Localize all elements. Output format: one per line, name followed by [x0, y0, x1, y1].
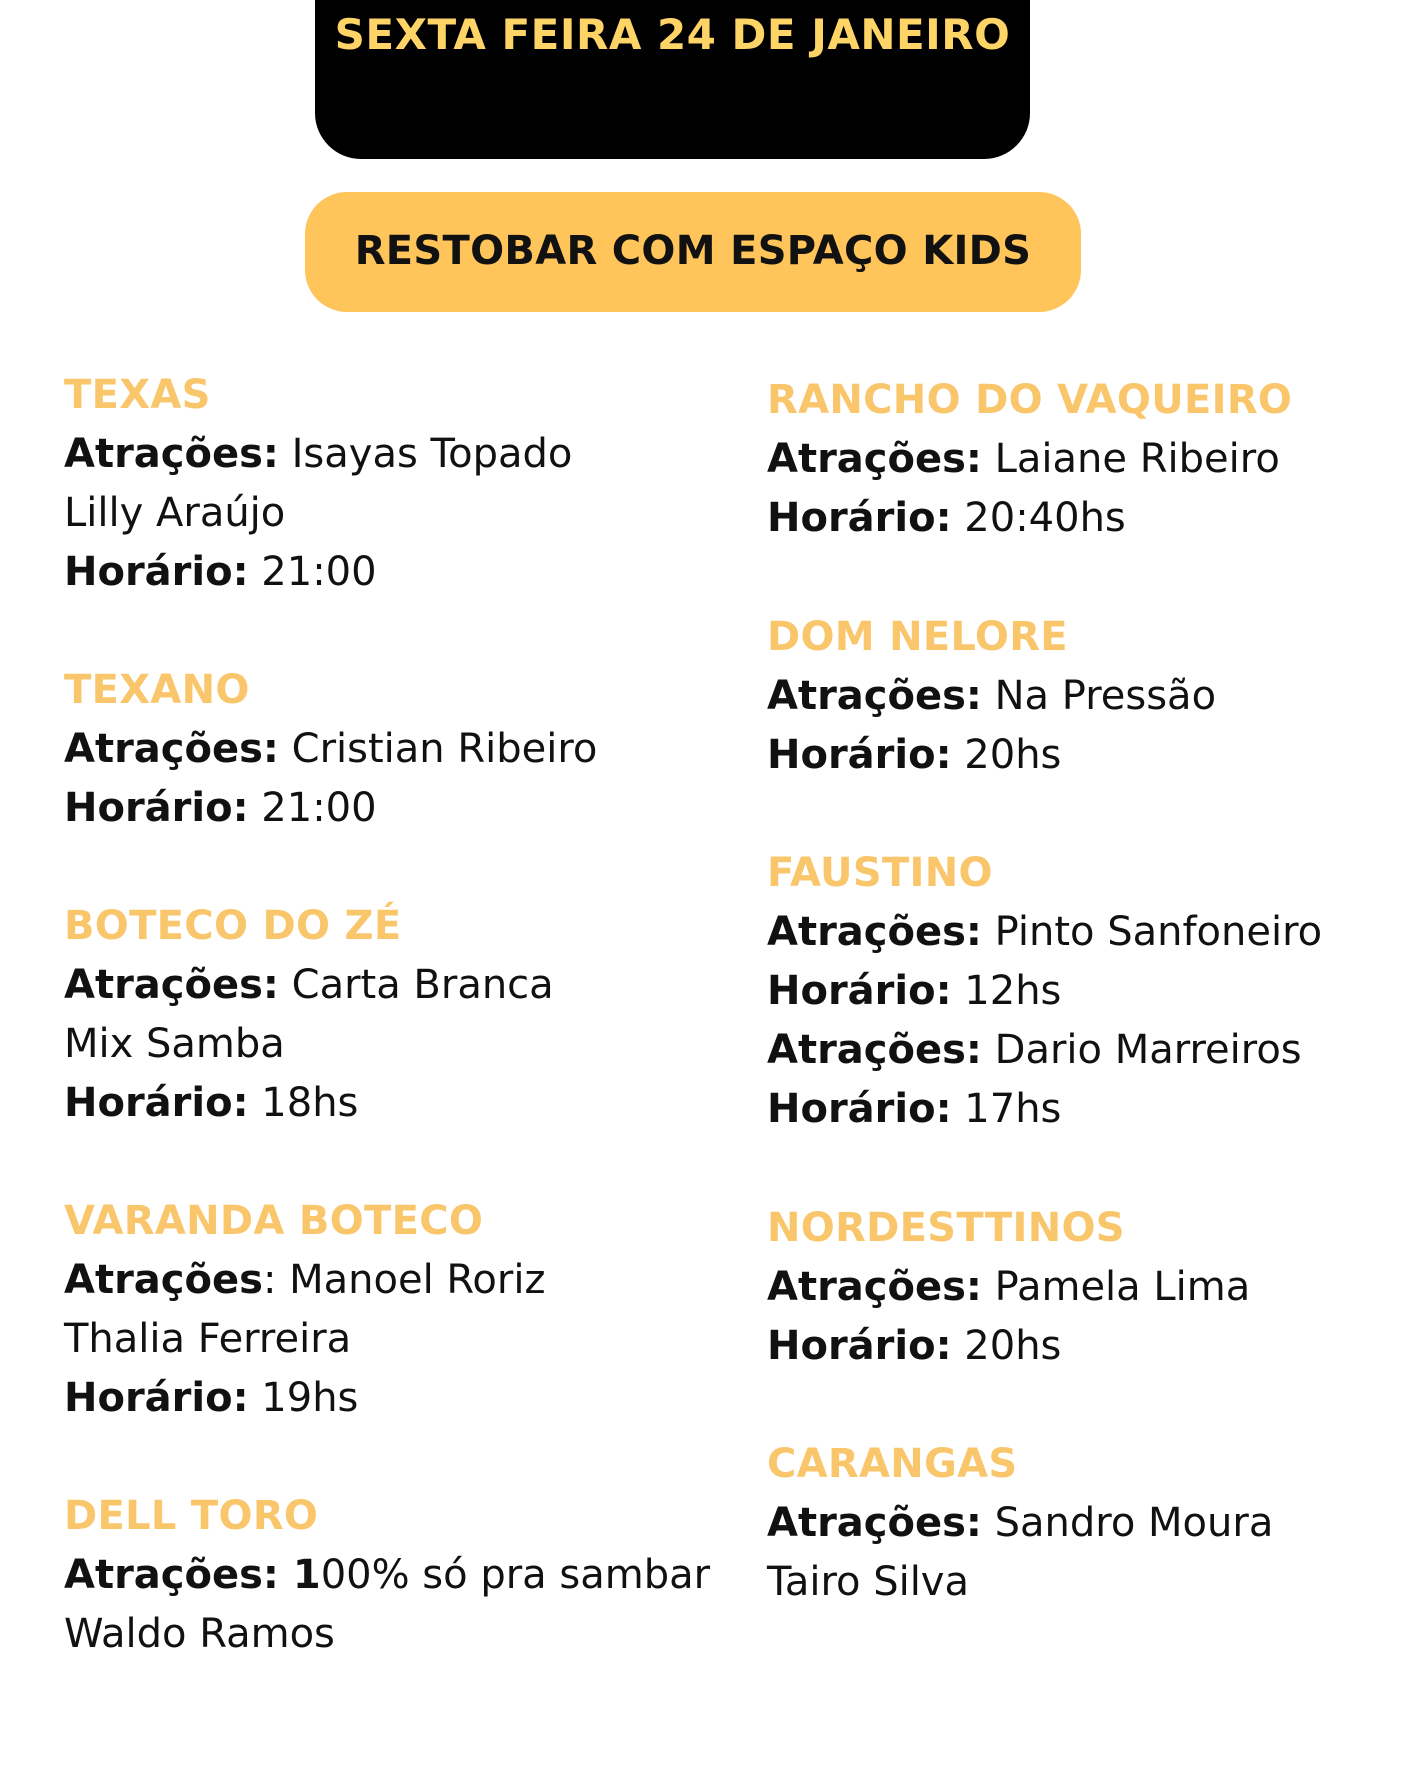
attractions-line — [64, 1015, 714, 1074]
venue-name: CARANGAS — [767, 1441, 1018, 1487]
schedule-label: Horário: — [767, 1323, 952, 1369]
venue-name: TEXAS — [64, 372, 211, 418]
schedule-line — [767, 1317, 1407, 1376]
venue-boteco-do-ze — [64, 897, 714, 1133]
schedule-line — [64, 1074, 714, 1133]
venue-name: NORDESTTINOS — [767, 1205, 1125, 1251]
attractions-value: 00% só pra sambar — [320, 1552, 711, 1598]
schedule-label: Horário: — [64, 549, 249, 595]
attractions-value: : Manoel Roriz — [262, 1257, 546, 1303]
attractions-value: Lilly Araújo — [64, 490, 286, 536]
attractions-line — [767, 1494, 1407, 1553]
attractions-line — [64, 1605, 714, 1664]
attractions-label: Atrações: — [64, 431, 279, 477]
venue-varanda-boteco — [64, 1192, 714, 1428]
attractions-label: Atrações: — [767, 1264, 982, 1310]
schedule-label: Horário: — [767, 1086, 952, 1132]
schedule-value: 12hs — [951, 968, 1062, 1014]
venue-name: TEXANO — [64, 667, 250, 713]
schedule-line — [767, 726, 1407, 785]
attractions-line — [767, 1258, 1407, 1317]
schedule-line — [767, 1080, 1407, 1139]
attractions-value: Cristian Ribeiro — [278, 726, 598, 772]
attractions-label: Atrações: — [64, 962, 279, 1008]
attractions-label: Atrações: — [767, 1500, 982, 1546]
schedule-line — [64, 543, 714, 602]
section-badge — [305, 192, 1081, 312]
schedule-value: 20hs — [951, 1323, 1062, 1369]
attractions-value: Thalia Ferreira — [64, 1316, 352, 1362]
attractions-value: Sandro Moura — [981, 1500, 1274, 1546]
attractions-line — [64, 956, 714, 1015]
schedule-label: Horário: — [64, 1375, 249, 1421]
venue-name: DOM NELORE — [767, 614, 1068, 660]
schedule-value: 17hs — [951, 1086, 1062, 1132]
schedule-value: 20hs — [951, 732, 1062, 778]
venue-name: DELL TORO — [64, 1493, 319, 1539]
attractions-value: Laiane Ribeiro — [981, 436, 1280, 482]
venue-faustino — [767, 844, 1407, 1139]
attractions-line — [64, 425, 714, 484]
attractions-line — [64, 484, 714, 543]
schedule-label: Horário: — [767, 968, 952, 1014]
attractions-line — [64, 720, 714, 779]
date-banner — [315, 0, 1030, 159]
schedule-line — [767, 962, 1407, 1021]
venue-name: FAUSTINO — [767, 850, 993, 896]
attractions-line — [767, 1553, 1407, 1612]
attractions-line — [767, 903, 1407, 962]
venue-nordesttinos — [767, 1199, 1407, 1376]
schedule-value: 21:00 — [248, 785, 377, 831]
event-date: SEXTA FEIRA 24 DE JANEIRO — [334, 10, 1011, 59]
attractions-line — [767, 1021, 1407, 1080]
attractions-value: Isayas Topado — [278, 431, 573, 477]
attractions-value: Tairo Silva — [767, 1559, 969, 1605]
attractions-line — [767, 430, 1407, 489]
attractions-line — [64, 1251, 714, 1310]
attractions-label: Atrações: — [767, 673, 982, 719]
schedule-value: 19hs — [248, 1375, 359, 1421]
attractions-value: Pamela Lima — [981, 1264, 1251, 1310]
attractions-line — [767, 667, 1407, 726]
venue-texano — [64, 661, 714, 838]
attractions-value: Pinto Sanfoneiro — [981, 909, 1323, 955]
schedule-value: 18hs — [248, 1080, 359, 1126]
attractions-value: Na Pressão — [981, 673, 1217, 719]
venue-rancho-do-vaqueiro — [767, 371, 1407, 548]
attractions-value: Mix Samba — [64, 1021, 285, 1067]
schedule-value: 21:00 — [248, 549, 377, 595]
attractions-label: Atrações — [64, 1257, 263, 1303]
schedule-label: Horário: — [64, 1080, 249, 1126]
attractions-value: Dario Marreiros — [981, 1027, 1302, 1073]
attractions-label: Atrações: 1 — [64, 1552, 321, 1598]
schedule-value: 20:40hs — [951, 495, 1126, 541]
schedule-line — [64, 1369, 714, 1428]
venue-name: VARANDA BOTECO — [64, 1198, 484, 1244]
venue-texas — [64, 366, 714, 602]
attractions-value: Waldo Ramos — [64, 1611, 335, 1657]
schedule-line — [64, 779, 714, 838]
venue-carangas — [767, 1435, 1407, 1612]
venue-name: RANCHO DO VAQUEIRO — [767, 377, 1293, 423]
venue-dell-toro — [64, 1487, 714, 1664]
attractions-label: Atrações: — [64, 726, 279, 772]
attractions-line — [64, 1310, 714, 1369]
attractions-value: Carta Branca — [278, 962, 554, 1008]
attractions-label: Atrações: — [767, 909, 982, 955]
attractions-label: Atrações: — [767, 436, 982, 482]
venue-dom-nelore — [767, 608, 1407, 785]
attractions-line — [64, 1546, 714, 1605]
attractions-label: Atrações: — [767, 1027, 982, 1073]
section-title: RESTOBAR COM ESPAÇO KIDS — [354, 228, 1032, 274]
schedule-label: Horário: — [64, 785, 249, 831]
schedule-line — [767, 489, 1407, 548]
venue-name: BOTECO DO ZÉ — [64, 903, 402, 949]
schedule-label: Horário: — [767, 732, 952, 778]
schedule-label: Horário: — [767, 495, 952, 541]
